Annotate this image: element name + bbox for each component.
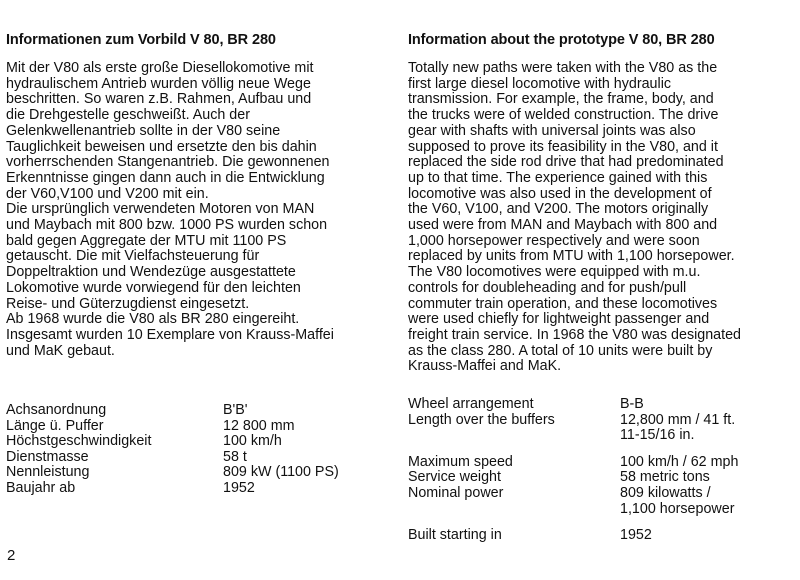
spec-row-built-from: [6, 481, 339, 497]
german-body-line: bald gegen Aggregate der MTU mit 1100 PS: [6, 232, 287, 249]
spec-row-axle-arrangement: [6, 403, 339, 419]
spec-value: 58 t: [223, 448, 247, 465]
english-body-line: replaced by units from MTU with 1,100 horsepower.: [408, 248, 735, 265]
spec-row-nominal-power-continued: [408, 502, 738, 518]
english-body-line: gear with shafts with universal joints was also: [408, 122, 696, 139]
spec-label: Höchstgeschwindigkeit: [6, 433, 152, 450]
german-body-line: Tauglichkeit beweisen und ersetzte den bis dahin: [6, 138, 317, 155]
english-heading: Information about the prototype V 80, BR 280: [408, 32, 715, 48]
german-body-line: Die ursprünglich verwendeten Motoren von MAN: [6, 201, 315, 218]
spec-value: 11-15/16 in.: [620, 427, 695, 444]
spec-row-length: [408, 413, 738, 429]
german-body-line: die Drehgestelle geschweißt. Auch der: [6, 107, 250, 124]
spec-label: Length over the buffers: [408, 411, 555, 428]
spec-row-wheel-arrangement: [408, 397, 738, 413]
page-number: 2: [7, 547, 16, 564]
english-body-line: Krauss-Maffei and MaK.: [408, 358, 562, 375]
english-body-line: the V60, V100, and V200. The motors originally: [408, 201, 709, 218]
english-body-line: locomotive was also used in the development of: [408, 185, 712, 202]
spec-value: 1,100 horsepower: [620, 500, 735, 517]
german-body-line: und MaK gebaut.: [6, 342, 115, 359]
spec-row-length-continued: [408, 428, 738, 444]
spec-value: 1952: [223, 479, 255, 496]
spec-value: 58 metric tons: [620, 469, 710, 486]
spec-label: Dienstmasse: [6, 448, 89, 465]
spec-value: 1952: [620, 527, 652, 544]
spec-row-length: [6, 419, 339, 435]
english-body-line: replaced the side rod drive that had predominated: [408, 154, 724, 171]
german-body-line: vorherrschenden Stangenantrieb. Die gewonnenen: [6, 154, 330, 171]
english-body-line: Totally new paths were taken with the V80 as the: [408, 60, 718, 76]
spec-value: 809 kilowatts /: [620, 484, 711, 501]
spec-label: Nennleistung: [6, 464, 90, 481]
german-body-line: getauscht. Die mit Vielfachsteuerung für: [6, 248, 260, 265]
german-body-line: Insgesamt wurden 10 Exemplare von Krauss-Maffei: [6, 326, 334, 343]
english-body-line: commuter train operation, and these locomotives: [408, 295, 718, 312]
spec-value: 100 km/h / 62 mph: [620, 453, 739, 470]
spec-row-service-weight: [6, 450, 339, 466]
german-body-line: der V60,V100 und V200 mit ein.: [6, 185, 209, 202]
german-body-line: Ab 1968 wurde die V80 als BR 280 eingereiht.: [6, 311, 300, 328]
english-spec-table: [408, 397, 738, 544]
spec-label: Maximum speed: [408, 453, 513, 470]
german-body-line: hydraulischem Antrieb wurden völlig neue Wege: [6, 75, 311, 92]
german-spec-table: [6, 403, 339, 497]
english-body-text: [408, 61, 741, 375]
spec-label: Service weight: [408, 469, 501, 486]
english-body-line: transmission. For example, the frame, body, and: [408, 91, 714, 108]
spec-value: 100 km/h: [223, 433, 282, 450]
english-body-line: freight train service. In 1968 the V80 was designated: [408, 326, 742, 343]
spec-label: Built starting in: [408, 527, 502, 544]
german-body-line: Gelenkwellenantrieb sollte in der V80 seine: [6, 122, 281, 139]
english-body-line: first large diesel locomotive with hydraulic: [408, 75, 672, 92]
english-body-line: the trucks were of welded construction. The drive: [408, 107, 719, 124]
english-body-line: as the class 280. A total of 10 units were built by: [408, 342, 713, 359]
german-body-text: [6, 61, 334, 359]
english-body-line: up to that time. The experience gained with this: [408, 169, 708, 186]
spec-label: [408, 428, 620, 444]
spec-value: 12 800 mm: [223, 417, 295, 434]
german-body-line: Mit der V80 als erste große Diesellokomotive mit: [6, 60, 314, 76]
spec-value: B-B: [620, 396, 644, 412]
german-body-line: Lokomotive wurde vorwiegend für den leichten: [6, 279, 301, 296]
spec-label: Wheel arrangement: [408, 396, 534, 412]
english-body-line: supposed to prove its feasibility in the V80, and it: [408, 138, 718, 155]
spec-label: Länge ü. Puffer: [6, 417, 104, 434]
spec-value: 12,800 mm / 41 ft.: [620, 411, 736, 428]
english-body-line: The V80 locomotives were equipped with m.u.: [408, 264, 701, 281]
spec-label: Achsanordnung: [6, 402, 107, 418]
english-body-line: controls for doubleheading and for push/pull: [408, 279, 687, 296]
english-body-line: were used chiefly for lightweight passenger and: [408, 311, 710, 328]
spec-label: Baujahr ab: [6, 479, 76, 496]
spec-label: Nominal power: [408, 484, 504, 501]
german-body-line: und Maybach mit 800 bzw. 1000 PS wurden schon: [6, 217, 328, 234]
spec-row-nominal-power: [408, 486, 738, 502]
spec-row-built-starting: [408, 528, 738, 544]
german-heading: Informationen zum Vorbild V 80, BR 280: [6, 32, 276, 48]
spec-value: 809 kW (1100 PS): [223, 464, 339, 481]
german-body-line: Reise- und Güterzugdienst eingesetzt.: [6, 295, 250, 312]
spec-row-max-speed: [408, 455, 738, 471]
german-body-line: beschritten. So waren z.B. Rahmen, Aufbau und: [6, 91, 312, 108]
spec-row-max-speed: [6, 434, 339, 450]
spec-row-service-weight: [408, 470, 738, 486]
english-body-line: used were from MAN and Maybach with 800 and: [408, 217, 718, 234]
spec-label: [408, 502, 620, 518]
spec-value: B'B': [223, 402, 248, 418]
german-body-line: Erkenntnisse gingen dann auch in die Entwicklung: [6, 169, 325, 186]
spec-row-nominal-power: [6, 465, 339, 481]
german-body-line: Doppeltraktion und Wendezüge ausgestattete: [6, 264, 296, 281]
english-body-line: 1,000 horsepower respectively and were soon: [408, 232, 700, 249]
